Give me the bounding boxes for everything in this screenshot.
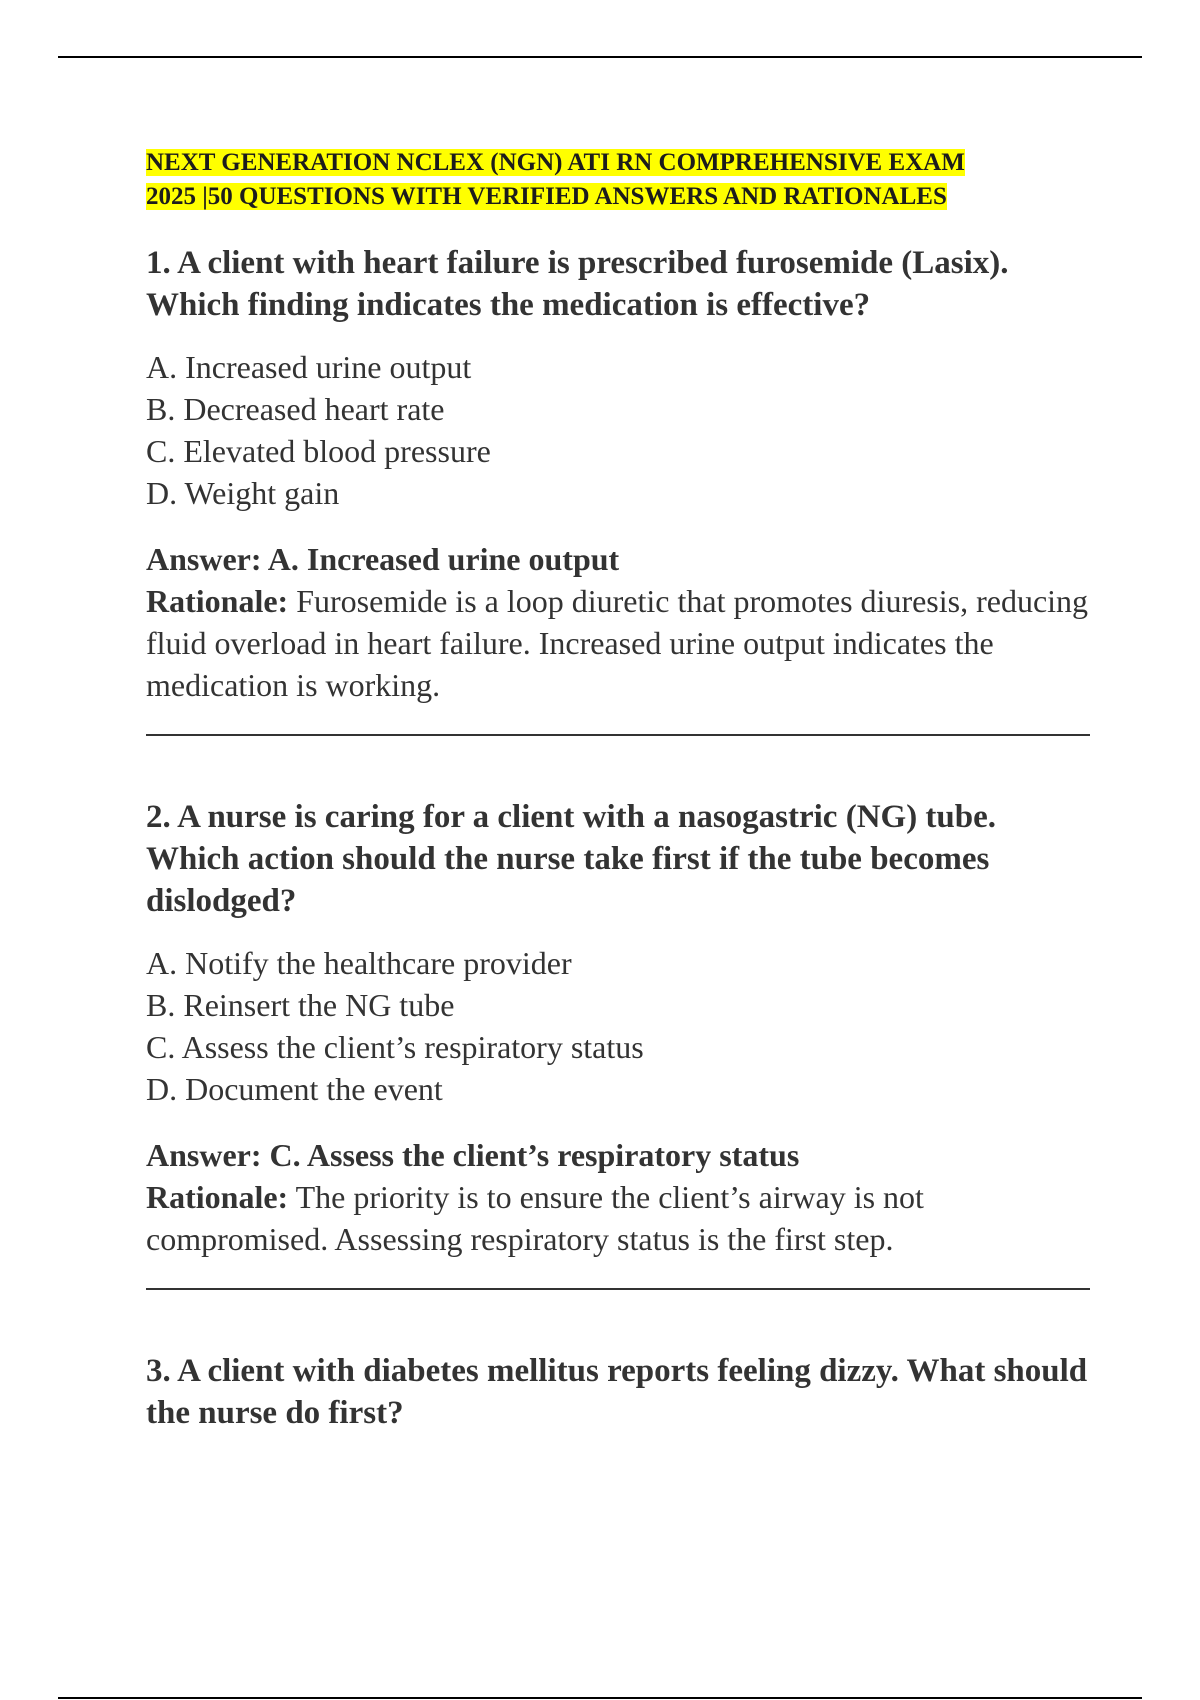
option-a: A. Increased urine output — [146, 349, 472, 385]
correct-answer: Answer: C. Assess the client’s respiratory status — [146, 1137, 800, 1173]
rationale-text: The priority is to ensure the client’s airway is not compromised. Assessing respiratory status is the first step. — [146, 1179, 924, 1257]
page-top-rule — [58, 56, 1142, 58]
option-d: D. Weight gain — [146, 475, 340, 511]
rationale-label: Rationale: — [146, 583, 289, 619]
question-text: 3. A client with diabetes mellitus reports feeling dizzy. What should the nurse do first? — [146, 1353, 1088, 1431]
option-d: D. Document the event — [146, 1071, 443, 1107]
option-b: B. Decreased heart rate — [146, 391, 445, 427]
option-c: C. Elevated blood pressure — [146, 433, 491, 469]
option-b: B. Reinsert the NG tube — [146, 987, 455, 1023]
question-2 — [146, 796, 1090, 1260]
section-divider — [146, 734, 1090, 736]
correct-answer: Answer: A. Increased urine output — [146, 541, 620, 577]
option-a: A. Notify the healthcare provider — [146, 945, 572, 981]
document-title-line-2: 2025 |50 QUESTIONS WITH VERIFIED ANSWERS AND RATIONALES — [146, 183, 947, 210]
rationale — [146, 580, 1090, 706]
rationale — [146, 1176, 1090, 1260]
question-1 — [146, 242, 1090, 706]
option-c: C. Assess the client’s respiratory status — [146, 1029, 644, 1065]
document-body — [146, 146, 1090, 1454]
page-bottom-rule — [58, 1697, 1142, 1699]
document-title — [146, 146, 1090, 214]
document-title-line-1: NEXT GENERATION NCLEX (NGN) ATI RN COMPREHENSIVE EXAM — [146, 149, 965, 176]
section-divider — [146, 1288, 1090, 1290]
question-3 — [146, 1350, 1090, 1434]
answer-options — [146, 942, 1090, 1110]
question-text: 1. A client with heart failure is prescribed furosemide (Lasix). Which finding indicates the medication is effective? — [146, 245, 1009, 323]
rationale-label: Rationale: — [146, 1179, 289, 1215]
question-text: 2. A nurse is caring for a client with a nasogastric (NG) tube. Which action should the nurse take first if the tube becomes dislodged? — [146, 799, 997, 919]
rationale-text: Furosemide is a loop diuretic that promotes diuresis, reducing fluid overload in heart failure. Increased urine output indicates the medication is working. — [146, 583, 1089, 703]
answer-options — [146, 346, 1090, 514]
